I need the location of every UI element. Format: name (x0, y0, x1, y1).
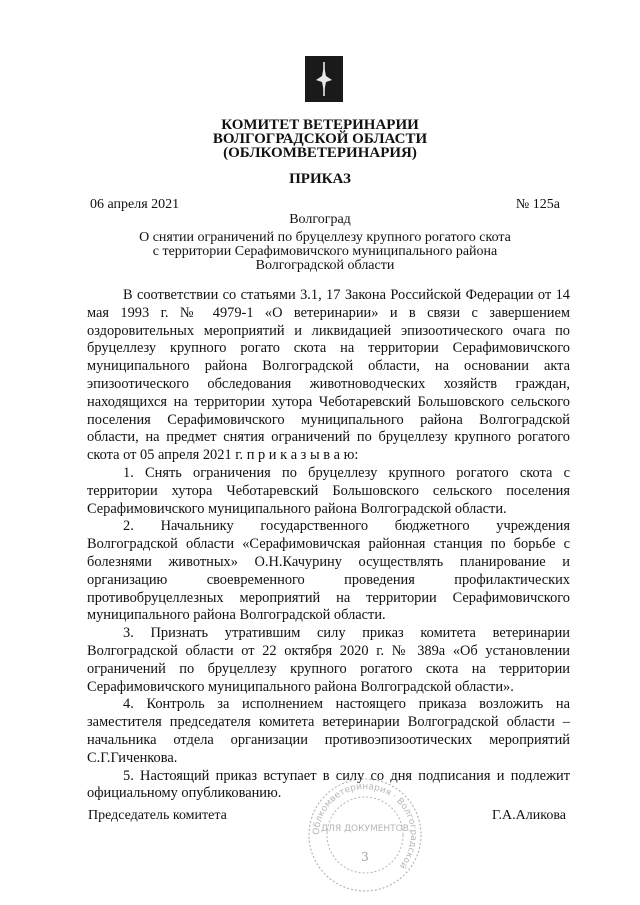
stamp-top-text: Облкомветеринария · Волгоградской (311, 781, 419, 871)
order-item-4: 4. Контроль за исполнением настоящего приказа возложить на заместителя председателя комитета ветеринарии Волгоградской области – начальника отдела организации противоэпизоотических мероприятий С.Г.Гиченкова. (87, 696, 570, 766)
document-body (87, 287, 570, 803)
official-stamp (305, 773, 425, 897)
stamp-center-text: ДЛЯ ДОКУМЕНТОВ (321, 824, 409, 834)
org-name-line1: КОМИТЕТ ВЕТЕРИНАРИИ (221, 117, 419, 133)
subject-line: с территории Серафимовичского муниципального района (152, 244, 498, 259)
emblem-icon (305, 56, 343, 102)
preamble-paragraph: В соответствии со статьями 3.1, 17 Закона Российской Федерации от 14 мая 1993 г. № 4979-1 «О ветеринарии» и в связи с завершением оздоровительных мероприятий и ликвидацией эпизоотического очага по бруцеллезу крупного рогато скота на территории Серафимовичского муниципального района Волгоградской области, на основании акта эпизоотического обследования животноводческих хозяйств граждан, находящихся на территории хутора Чеботаревский Большовского сельского поселения Серафимовичского муниципального района Волгоградской области, на предмет снятия ограничений по бруцеллезу крупного рогатого скота от 05 апреля 2021 г. п р и к а з ы в а ю: (87, 287, 570, 464)
order-item-5: 5. Настоящий приказ вступает в силу со дня подписания и подлежит официальному опубликованию. (87, 767, 570, 802)
signatory-position: Председатель комитета (88, 808, 227, 823)
document-date: 06 апреля 2021 (90, 197, 180, 212)
document-number: № 125а (515, 197, 560, 212)
coat-of-arms-emblem (305, 56, 343, 102)
subject-line: О снятии ограничений по бруцеллезу крупного рогатого скота (139, 230, 511, 245)
document-type: ПРИКАЗ (289, 171, 351, 187)
org-name-line3: (ОБЛКОМВЕТЕРИНАРИЯ) (223, 145, 417, 161)
org-name-line2: ВОЛГОГРАДСКОЙ ОБЛАСТИ (212, 131, 428, 147)
stamp-number: 3 (361, 850, 369, 864)
order-item-1: 1. Снять ограничения по бруцеллезу крупного рогатого скота с территории хутора Чеботаревский Большовского сельского поселения Серафимовичского муниципального района Волгоградской области. (87, 464, 570, 517)
document-city: Волгоград (289, 212, 351, 227)
order-item-2: 2. Начальнику государственного бюджетного учреждения Волгоградской области «Серафимовичская районная станция по борьбе с болезнями животных» О.Н.Качурину осуществлять планирование и организацию своевременного проведения профилактических противобруцеллезных мероприятий на территории Серафимовичского муниципального района Волгоградской области. (87, 518, 570, 624)
subject-line: Волгоградской области (255, 258, 395, 273)
document-subject (90, 231, 560, 273)
signatory-name: Г.А.Аликова (492, 808, 566, 823)
order-item-3: 3. Признать утратившим силу приказ комитета ветеринарии Волгоградской области от 22 октября 2020 г. № 389а «Об установлении ограничений по бруцеллезу крупного рогатого скота на территории Серафимовичского муниципального района Волгоградской области». (87, 625, 570, 695)
